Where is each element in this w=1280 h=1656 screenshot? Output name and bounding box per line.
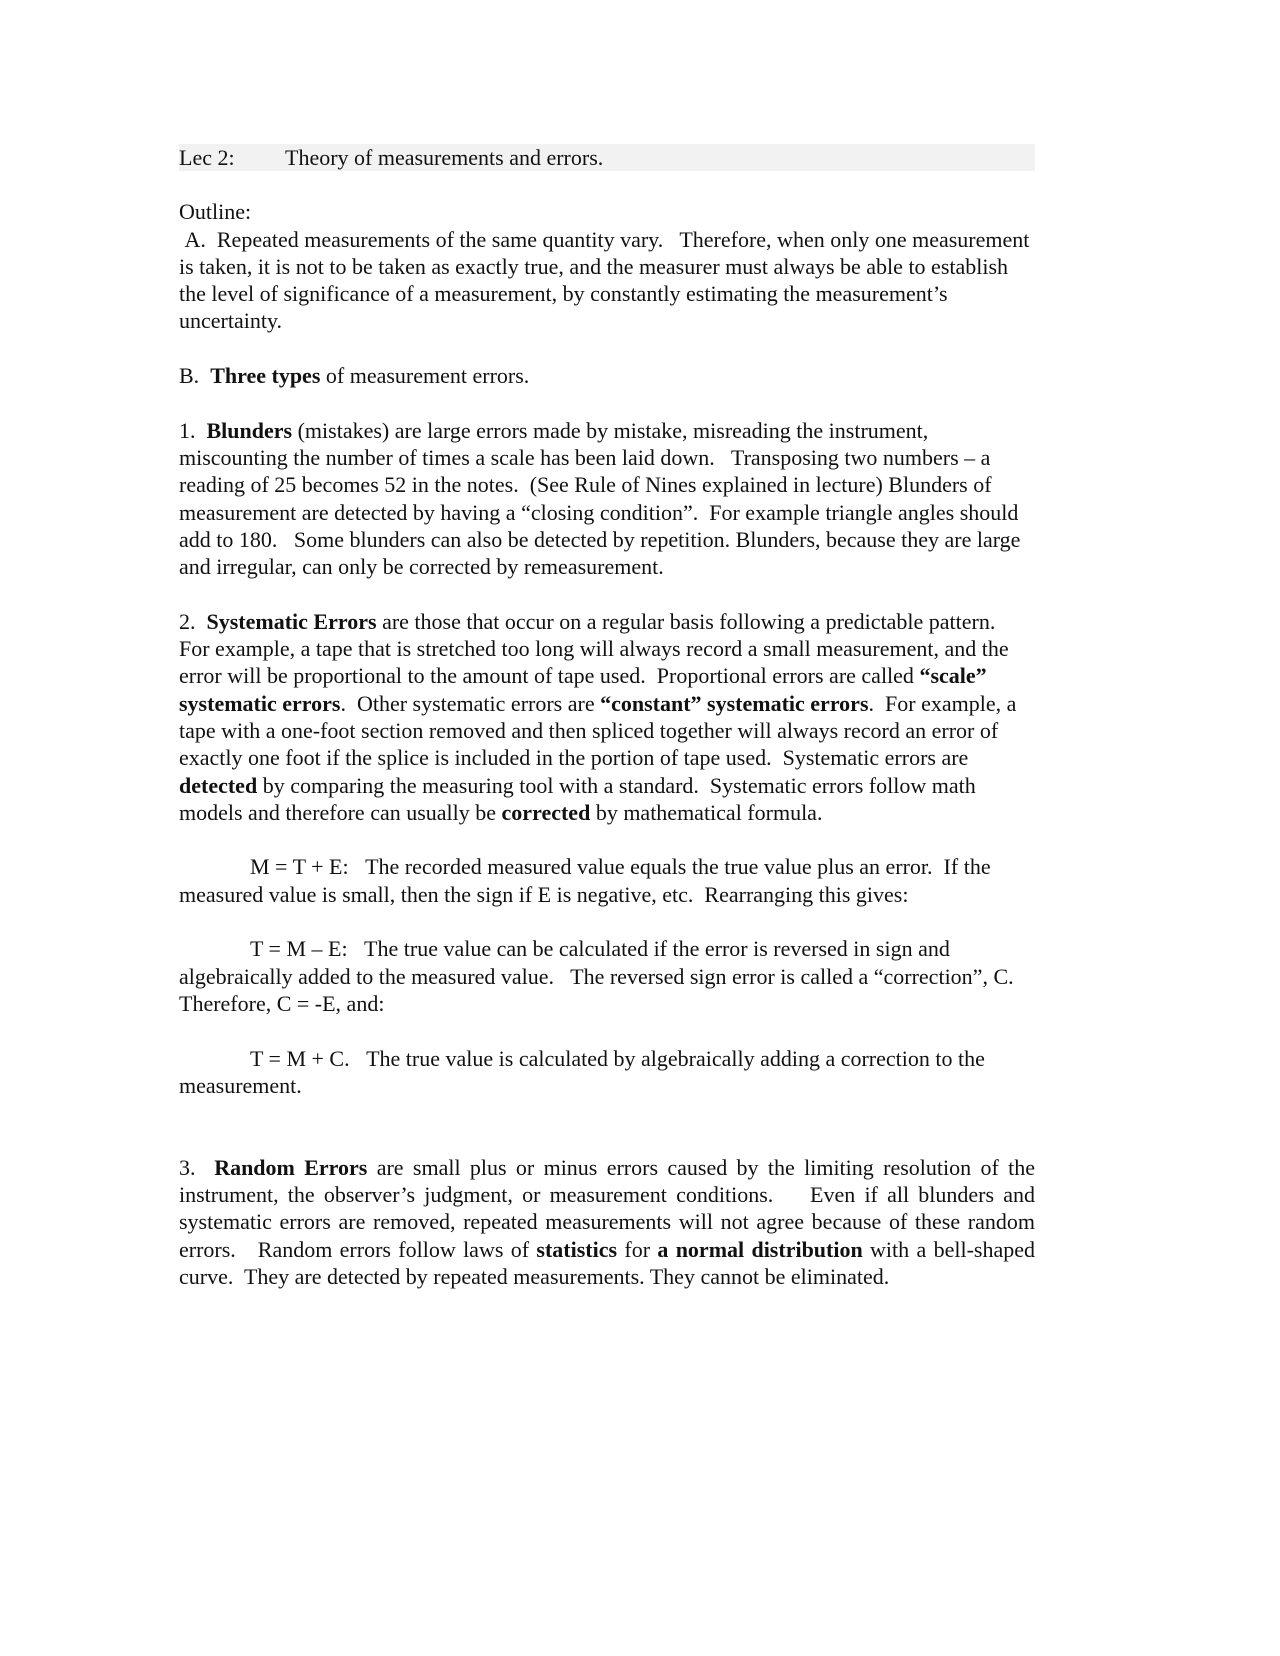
bold-text: a normal distribution bbox=[657, 1236, 863, 1262]
bold-text: “constant” systematic errors bbox=[600, 690, 869, 716]
text: (mistakes) are large errors made by mistake, misreading the instrument, miscounting the number of times a scale has been laid down. Transposing two numbers – a reading of 25 becomes 52 in the notes. (See Rule of Nines explained in lecture) Blunders of measurement are detected by having a “closing condition”. For example triangle angles should add to 180. Some blunders can also be detected by repetition. Blunders, because they are large and irregular, can only be corrected by remeasurement. bbox=[179, 417, 1021, 580]
text: are those that occur on a regular basis following a predictable pattern. For example, a tape that is stretched too long will always record a small measurement, and the error will be proportional to the amount of tape used. Proportional errors are called bbox=[179, 608, 1009, 689]
bold-text: corrected bbox=[501, 799, 591, 825]
text: 3. bbox=[179, 1154, 215, 1180]
paragraph-outline bbox=[179, 198, 1035, 225]
paragraph-eq3 bbox=[179, 1045, 1035, 1100]
bold-text: “scale” systematic errors bbox=[179, 663, 987, 716]
text: . For example, a tape with a one-foot section removed and then spliced together will always record an error of exactly one foot if the splice is included in the portion of tape used. Systematic errors are bbox=[179, 690, 1017, 771]
text: are small plus or minus errors caused by the limiting resolution of the instrument, the observer’s judgment, or measurement conditions. Even if all blunders and systematic errors are removed, repeated measurements will not agree because of these random errors. Random errors follow laws of bbox=[179, 1154, 1035, 1262]
paragraph-eq2 bbox=[179, 935, 1035, 1017]
text: with a bell-shaped curve. They are detected by repeated measurements. They cannot be eliminated. bbox=[179, 1236, 1035, 1289]
paragraph-outline-a bbox=[179, 226, 1035, 335]
text: by comparing the measuring tool with a standard. Systematic errors follow math models and therefore can usually be bbox=[179, 772, 976, 825]
text: T = M – E: The true value can be calculated if the error is reversed in sign and algebraically added to the measured value. The reversed sign error is called a “correction”, C. Therefore, C = -E, and: bbox=[179, 936, 1020, 1016]
text: . Other systematic errors are bbox=[340, 690, 601, 716]
text: by mathematical formula. bbox=[590, 799, 823, 825]
text: for bbox=[617, 1236, 658, 1262]
paragraph-random bbox=[179, 1154, 1035, 1290]
text: B. bbox=[179, 363, 211, 389]
text: 1. bbox=[179, 417, 207, 443]
bold-text: Random Errors bbox=[214, 1154, 368, 1180]
text: of measurement errors. bbox=[320, 363, 530, 389]
bold-text: Blunders bbox=[206, 417, 293, 443]
paragraph-systematic bbox=[179, 608, 1035, 826]
bold-text: Systematic Errors bbox=[206, 608, 377, 634]
text: Outline: bbox=[179, 199, 252, 225]
document-body bbox=[179, 198, 1035, 1290]
paragraph-eq1 bbox=[179, 853, 1035, 908]
paragraph-outline-b bbox=[179, 362, 1035, 389]
text: A. Repeated measurements of the same quantity vary. Therefore, when only one measurement is taken, it is not to be taken as exactly true, and the measurer must always be able to establish the level of significance of a measurement, by constantly estimating the measurement’s uncertainty. bbox=[179, 226, 1030, 334]
bold-text: statistics bbox=[536, 1236, 618, 1262]
text: M = T + E: The recorded measured value equals the true value plus an error. If the measured value is small, then the sign if E is negative, etc. Rearranging this gives: bbox=[179, 854, 991, 907]
lecture-title: Theory of measurements and errors. bbox=[285, 145, 604, 170]
text: T = M + C. The true value is calculated by algebraically adding a correction to the measurement. bbox=[179, 1045, 985, 1098]
lecture-header bbox=[179, 144, 1035, 171]
lecture-number: Lec 2: bbox=[179, 145, 235, 170]
text: 2. bbox=[179, 608, 207, 634]
bold-text: Three types bbox=[210, 363, 321, 389]
paragraph-blunders bbox=[179, 417, 1035, 581]
document-page bbox=[179, 144, 1035, 1317]
bold-text: detected bbox=[179, 772, 258, 798]
